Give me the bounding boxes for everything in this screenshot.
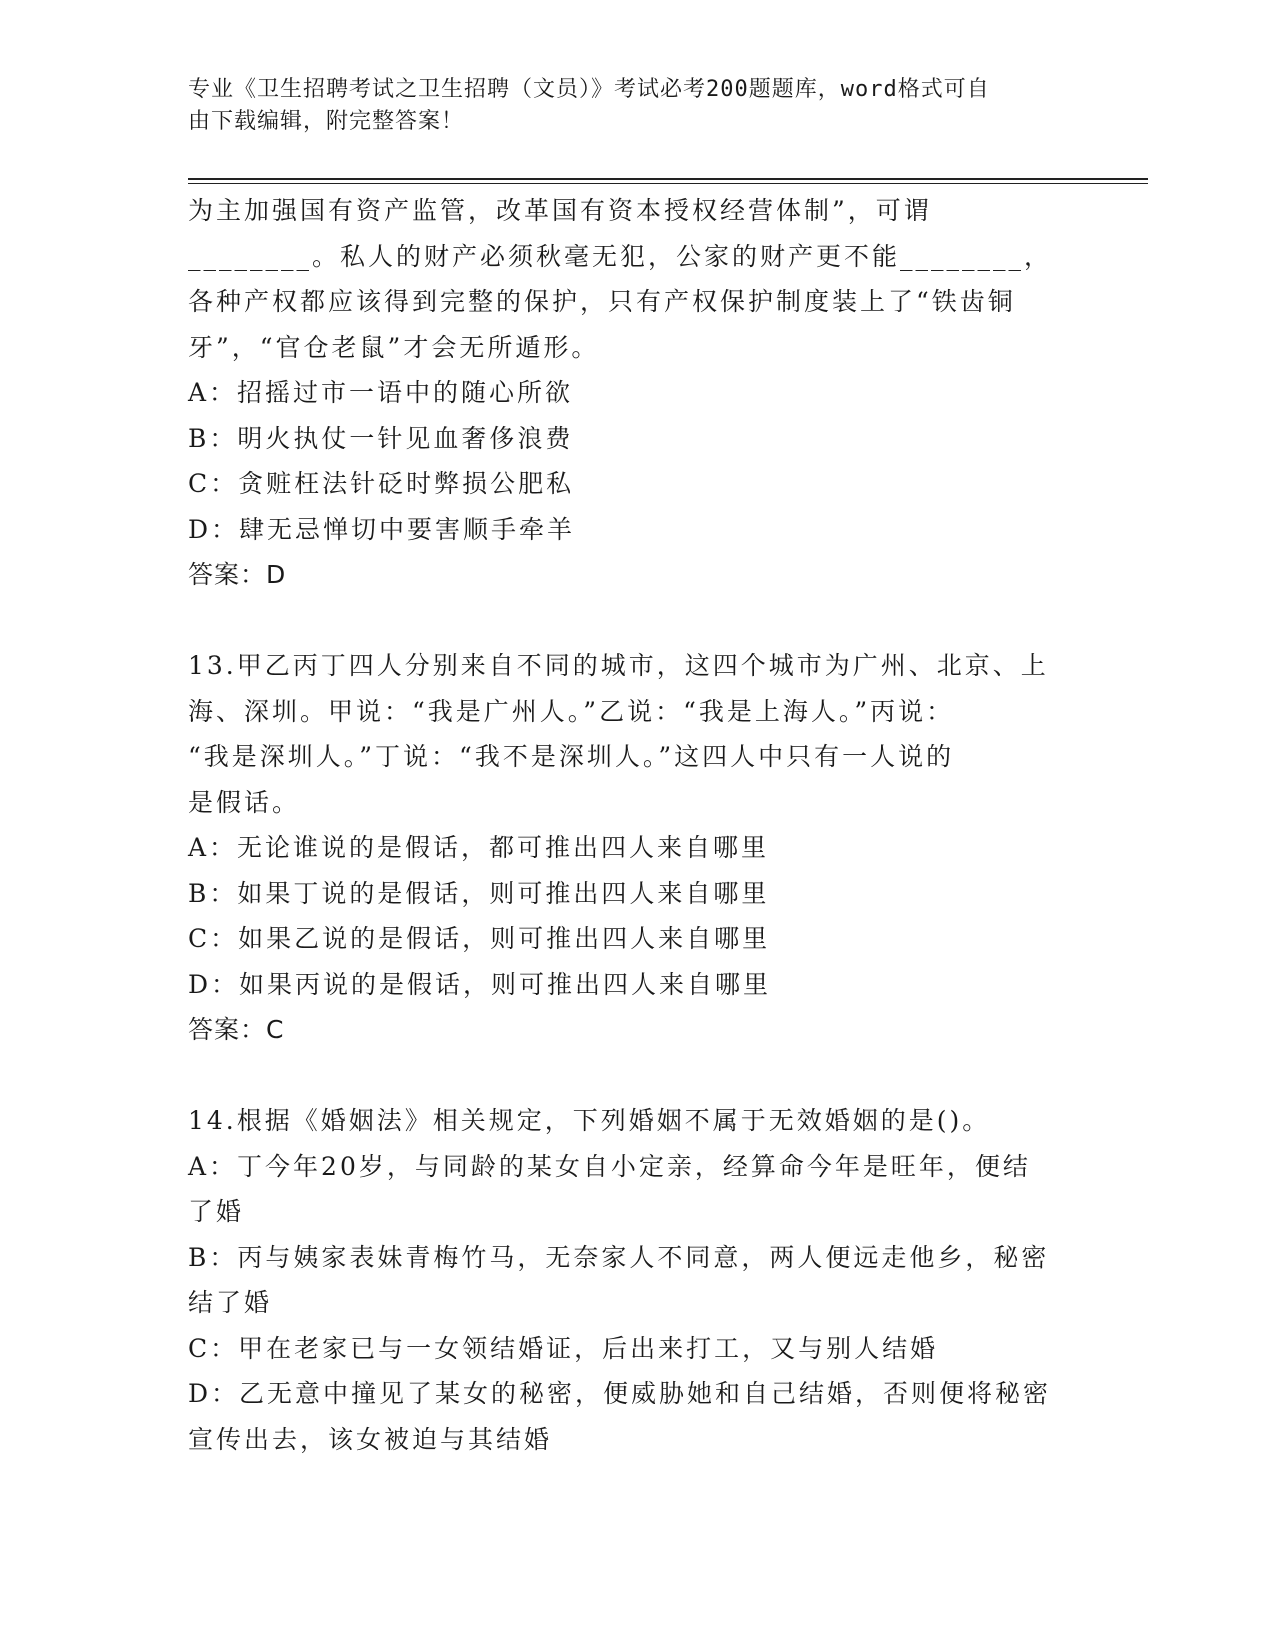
question-stem-line: 14.根据《婚姻法》相关规定，下列婚姻不属于无效婚姻的是()。: [188, 1106, 991, 1135]
option-a: A：招摇过市一语中的随心所欲: [188, 378, 574, 407]
option-a-continued: 了婚: [188, 1197, 245, 1226]
question-stem-line: 为主加强国有资产监管，改革国有资本授权经营体制”，可谓: [188, 196, 932, 225]
option-d-continued: 宣传出去，该女被迫与其结婚: [188, 1424, 553, 1454]
question-stem-line: “我是深圳人。”丁说：“我不是深圳人。”这四人中只有一人说的: [188, 742, 955, 771]
answer-line: 答案：C: [188, 1015, 285, 1044]
option-c: C：贪赃枉法针砭时弊损公肥私: [188, 469, 575, 498]
option-c: C：甲在老家已与一女领结婚证，后出来打工，又与别人结婚: [188, 1333, 939, 1363]
question-stem-line: 海、深圳。甲说：“我是广州人。”乙说：“我是上海人。”丙说：: [188, 696, 955, 726]
document-header: [188, 74, 1088, 138]
option-d: D：乙无意中撞见了某女的秘密，便威胁她和自己结婚，否则便将秘密: [188, 1379, 1052, 1408]
question-stem-line: ________。私人的财产必须秋毫无犯，公家的财产更不能________，: [188, 241, 1053, 271]
option-b: B：丙与姨家表妹青梅竹马，无奈家人不同意，两人便远走他乡，秘密: [188, 1242, 1050, 1272]
answer-line: 答案：D: [188, 560, 287, 589]
option-d: D：如果丙说的是假话，则可推出四人来自哪里: [188, 969, 772, 999]
question-14: [188, 1098, 1068, 1462]
header-rule-thick: [188, 178, 1148, 180]
option-b: B：如果丁说的是假话，则可推出四人来自哪里: [188, 878, 770, 908]
option-a: A：无论谁说的是假话，都可推出四人来自哪里: [188, 833, 770, 862]
option-a: A：丁今年20岁，与同龄的某女自小定亲，经算命今年是旺年，便结: [188, 1151, 1031, 1181]
document-body: [188, 188, 1068, 1462]
header-line-2: 由下载编辑，附完整答案！: [188, 109, 465, 134]
question-stem-line: 牙”，“官仓老鼠”才会无所遁形。: [188, 332, 600, 362]
question-stem-line: 各种产权都应该得到完整的保护，只有产权保护制度装上了“铁齿铜: [188, 287, 1016, 316]
question-stem-line: 是假话。: [188, 787, 301, 817]
question-12: [188, 188, 1068, 598]
header-line-1: 专业《卫生招聘考试之卫生招聘（文员）》考试必考200题题库，word格式可自: [188, 77, 990, 102]
option-b: B：明火执仗一针见血奢侈浪费: [188, 423, 574, 453]
header-rule-thin: [188, 183, 1148, 184]
option-d: D：肆无忌惮切中要害顺手牵羊: [188, 514, 576, 544]
option-c: C：如果乙说的是假话，则可推出四人来自哪里: [188, 924, 771, 953]
option-b-continued: 结了婚: [188, 1288, 273, 1317]
question-13: [188, 643, 1068, 1053]
question-stem-line: 13.甲乙丙丁四人分别来自不同的城市，这四个城市为广州、北京、上: [188, 651, 1049, 680]
